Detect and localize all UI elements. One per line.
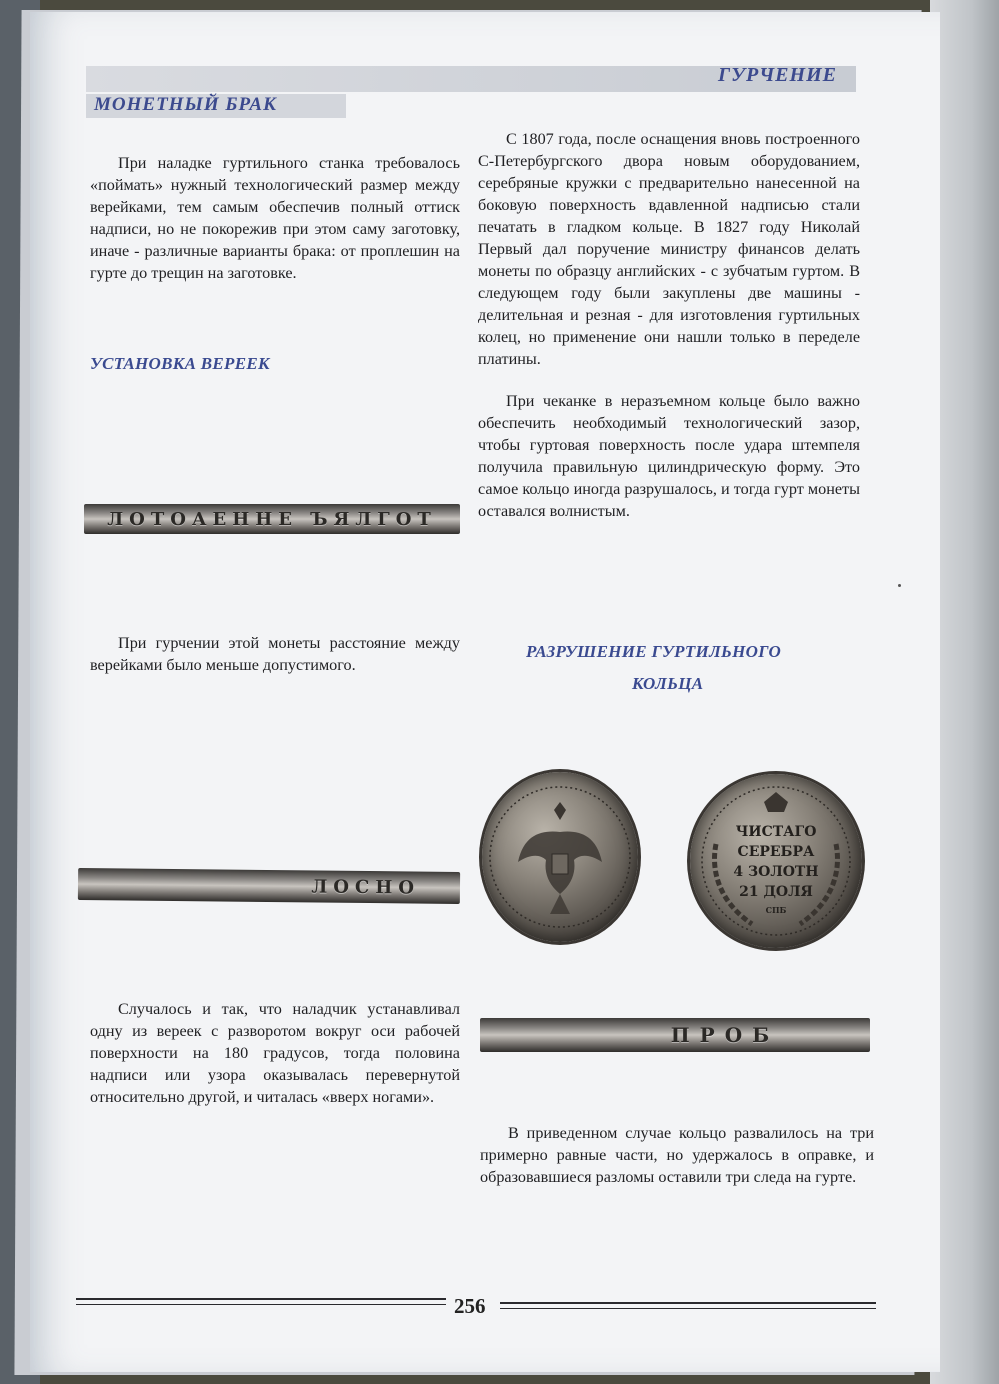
coin-edge-inscription-1: ЛОТОАЕННЕ ЪЯЛГОТ <box>107 508 437 530</box>
coin-edge-inscription-2: ЛОСНО <box>311 875 421 899</box>
page-number: 256 <box>454 1294 486 1318</box>
ring-paragraph: При чеканке в неразъемном кольце было важно обеспечить необходимый технологический зазор, чтобы гуртовая поверхность после удара штемпеля получила правильную цилиндрическую форму. Это самое кольцо иногда разрушалось, и тогда гурт монеты оставался волнистым. <box>478 392 860 520</box>
coin-edge-inscription-3: ПРОБ <box>670 1023 780 1047</box>
section-title-ring-line1: РАЗРУШЕНИЕ ГУРТИЛЬНОГО <box>526 642 782 661</box>
coin-edge-image-1 <box>84 504 460 534</box>
footer-rule-left-thin <box>76 1304 446 1305</box>
book-page <box>30 12 940 1372</box>
coin-reverse-line3: 4 ЗОЛОТН <box>733 864 819 880</box>
coin-edge-image-2 <box>78 868 460 904</box>
section-title-vereek: УСТАНОВКА ВЕРЕЕК <box>90 354 270 373</box>
coin-reverse-line4: 21 ДОЛЯ <box>739 884 813 900</box>
caption-vereek-reversed: Случалось и так, что наладчик устанавливал одну из вереек с разворотом вокруг оси рабочей поверхности на 180 градусов, тогда половина надписи или узора оказывалась перевернутой относительно другой, и читалась «вверх ногами». <box>90 1000 460 1106</box>
coin-reverse-mint: СПБ <box>765 905 787 915</box>
coin-reverse-line2: СЕРЕБРА <box>737 844 815 860</box>
footer-rule-right <box>500 1302 876 1304</box>
caption-ring-broken: В приведенном случае кольцо развалилось на три примерно равные части, но удержалось в оправке, и образовавшиеся разломы оставили три следа на гурте. <box>480 1124 874 1186</box>
header-right-title: ГУРЧЕНИЕ <box>718 64 837 86</box>
section-title-ring-line2: КОЛЬЦА <box>632 674 704 693</box>
intro-paragraph: При наладке гуртильного станка требовалось «поймать» нужный технологический размер между верейками, тем самым обеспечив полный оттиск надписи, но не покорежив при этом саму заготовку, иначе - различные варианты брака: от проплешин на гурте до трещин на заготовке. <box>90 154 460 282</box>
coin-edge-image-3 <box>480 1018 870 1052</box>
book-spine <box>930 0 999 1384</box>
caption-vereek-distance: При гурчении этой монеты расстояние между верейками было меньше допустимого. <box>90 634 460 674</box>
coin-obverse-image <box>482 772 638 942</box>
header-left-title: МОНЕТНЫЙ БРАК <box>94 94 277 115</box>
coin-reverse-image <box>690 774 862 948</box>
history-paragraph: С 1807 года, после оснащения вновь построенного С-Петербургского двора новым оборудованием, серебряные кружки с предварительно нанесенной на боковую поверхность вдавленной надписью стали печатать в гладком кольце. В 1827 году Николай Первый дал поручение министру финансов делать монеты по образцу английских - с зубчатым гуртом. В следующем году были закуплены две машины - делительная и резная - для изготовления гуртильных колец, но применение они нашли только в переделе платины. <box>478 130 860 368</box>
page-mark <box>898 584 901 587</box>
footer-rule-right-thin <box>500 1308 876 1309</box>
coin-reverse-line1: ЧИСТАГО <box>735 824 817 840</box>
footer-rule-left <box>76 1298 446 1300</box>
